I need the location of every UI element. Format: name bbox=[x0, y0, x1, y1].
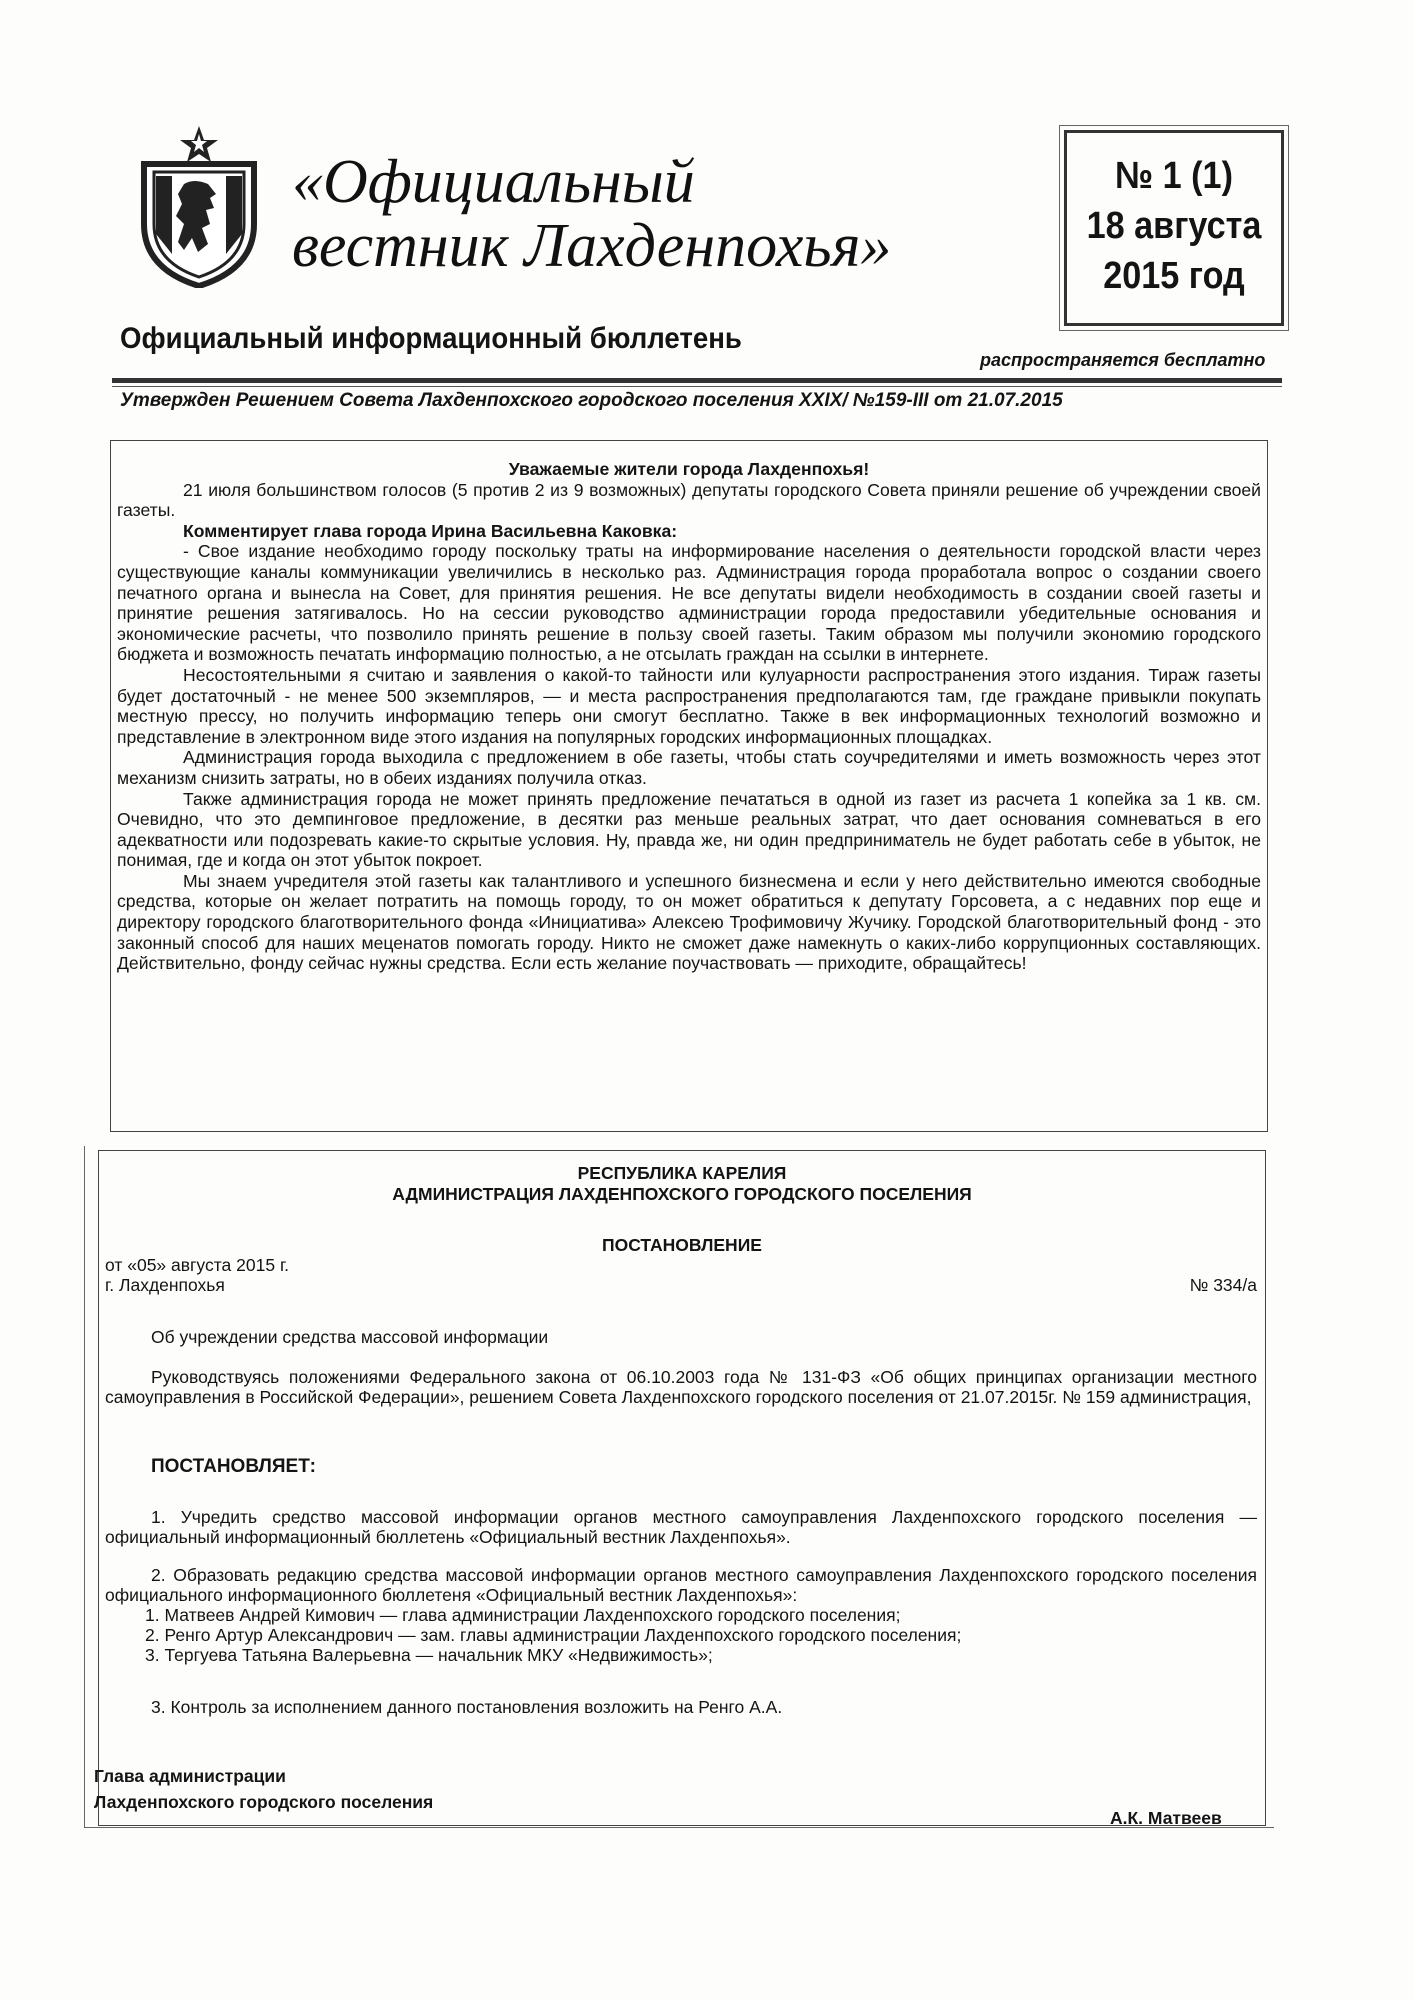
newspaper-title bbox=[292, 150, 1032, 278]
decree-place: г. Лахденпохья bbox=[105, 1275, 225, 1295]
masthead-rule-thin bbox=[112, 386, 1282, 387]
decree-date: от «05» августа 2015 г. bbox=[105, 1255, 290, 1275]
approved-by-line: Утвержден Решением Совета Лахденпохского городского поселения XXIX/ №159-III от 21.07.2015 bbox=[120, 390, 1063, 411]
title-line-1: «Официальный bbox=[292, 148, 695, 216]
issue-number: № 1 (1) bbox=[1115, 155, 1233, 197]
editorial-member: 3. Тергуева Татьяна Валерьевна — начальник МКУ «Недвижимость»; bbox=[145, 1645, 713, 1665]
subtitle: Официальный информационный бюллетень bbox=[120, 322, 742, 355]
decree-box bbox=[98, 1150, 1266, 1826]
decree-doc-type: ПОСТАНОВЛЕНИЕ bbox=[602, 1235, 762, 1255]
address-paragraph: Также администрация города не может принять предложение печататься в одной из газет из расчета 1 копейка за 1 кв. см. Очевидно, что это демпинговое предложение, в десятки раз меньше реальных затрат, что дает основания сомневаться в его адекватности или подозревать какие-то скрытые условия. Ну, правда же, ни один предприниматель не будет работать себе в убыток, не понимая, где и когда он этот убыток покроет. bbox=[117, 788, 1261, 871]
masthead-rule bbox=[112, 378, 1282, 383]
signer-title-line-2: Лахденпохского городского поселения bbox=[94, 1792, 434, 1812]
decree-administration: АДМИНИСТРАЦИЯ ЛАХДЕНПОХСКОГО ГОРОДСКОГО ПОСЕЛЕНИЯ bbox=[392, 1184, 972, 1204]
decree-item-2: 2. Образовать редакцию средства массовой информации органов местного самоуправления Лахденпохского городского поселения официального информационного бюллетеня «Официальный вестник Лахденпохья»: bbox=[105, 1565, 1257, 1605]
signer-name: А.К. Матвеев bbox=[1110, 1808, 1222, 1828]
decree-number: № 334/а bbox=[1189, 1275, 1257, 1295]
decree-item-3: 3. Контроль за исполнением данного постановления возложить на Ренго А.А. bbox=[151, 1697, 783, 1717]
address-paragraph: 21 июля большинством голосов (5 против 2 из 9 возможных) депутаты городского Совета приняли решение об учреждении своей газеты. bbox=[117, 479, 1261, 521]
issue-date: 18 августа bbox=[1086, 205, 1262, 247]
title-line-2: вестник Лахденпохья» bbox=[292, 212, 892, 280]
decree-subject: Об учреждении средства массовой информации bbox=[151, 1327, 549, 1347]
address-heading: Уважаемые жители города Лахденпохья! bbox=[508, 459, 870, 479]
decree-item-1: 1. Учредить средство массовой информации органов местного самоуправления Лахденпохского городского поселения — официальный информационный бюллетень «Официальный вестник Лахденпохья». bbox=[105, 1507, 1257, 1547]
comment-heading: Комментирует глава города Ирина Васильевна Каковка: bbox=[183, 520, 678, 541]
decree-resolves: ПОСТАНОВЛЯЕТ: bbox=[151, 1456, 316, 1477]
coat-of-arms-icon bbox=[134, 124, 264, 288]
issue-year: 2015 год bbox=[1103, 255, 1245, 297]
signer-title-line-1: Глава администрации bbox=[94, 1766, 286, 1786]
address-paragraph: Администрация города выходила с предложением в обе газеты, чтобы стать соучредителями и иметь возможность через этот механизм снизить затраты, но в обеих изданиях получила отказ. bbox=[117, 747, 1261, 788]
editorial-member: 1. Матвеев Андрей Кимович — глава администрации Лахденпохского городского поселения; bbox=[145, 1605, 901, 1625]
free-distribution-note: распространяется бесплатно bbox=[980, 350, 1266, 370]
decree-preamble: Руководствуясь положениями Федерального закона от 06.10.2003 года № 131-ФЗ «Об общих принципах организации местного самоуправления в Российской Федерации», решением Совета Лахденпохского городского поселения от 21.07.2015г. № 159 администрация, bbox=[105, 1367, 1257, 1407]
address-paragraph: Мы знаем учредителя этой газеты как талантливого и успешного бизнесмена и если у него действительно имеются свободные средства, которые он желает потратить на помощь городу, то он может обратиться к депутату Горсовета, а с недавних пор еще и директору городского благотворительного фонда «Инициатива» Алексею Трофимовичу Жучику. Городской благотворительный фонд - это законный способ для наших меценатов помогать городу. Никто не сможет даже намекнуть о каких-либо коррупционных составляющих. Действительно, фонду сейчас нужны средства. Если есть желание поучаствовать — приходите, обращайтесь! bbox=[117, 870, 1261, 974]
address-paragraph: Несостоятельными я считаю и заявления о какой-то тайности или кулуарности распространения этого издания. Тираж газеты будет достаточный - не менее 500 экземпляров, — и места распространения предполагаются там, где граждане привыкли покупать местную прессу, но получить информацию теперь они смогут бесплатно. Также в век информационных технологий возможно и представление в электронном виде этого издания на популярных городских информационных площадках. bbox=[117, 664, 1261, 747]
editorial-member: 2. Ренго Артур Александрович — зам. главы администрации Лахденпохского городского поселения; bbox=[145, 1625, 962, 1645]
issue-box bbox=[1064, 130, 1284, 326]
address-paragraph: - Свое издание необходимо городу поскольку траты на информирование населения о деятельности городской власти через существующие каналы коммуникации увеличились в несколько раз. Администрация города проработала вопрос о создании своего печатного органа и вынесла на Совет, для принятия решения. Не все депутаты видели необходимость в создании своей газеты и принятие решения затягивалось. Но на сессии руководство администрации города предоставили убедительные основания и экономические расчеты, что позволило принять решение в пользу своей газеты. Таким образом мы получили экономию городского бюджета и возможность печатать информацию полностью, а не отсылать граждан на ссылки в интернете. bbox=[117, 541, 1261, 665]
decree-republic: РЕСПУБЛИКА КАРЕЛИЯ bbox=[577, 1163, 787, 1183]
address-box bbox=[110, 440, 1268, 1132]
